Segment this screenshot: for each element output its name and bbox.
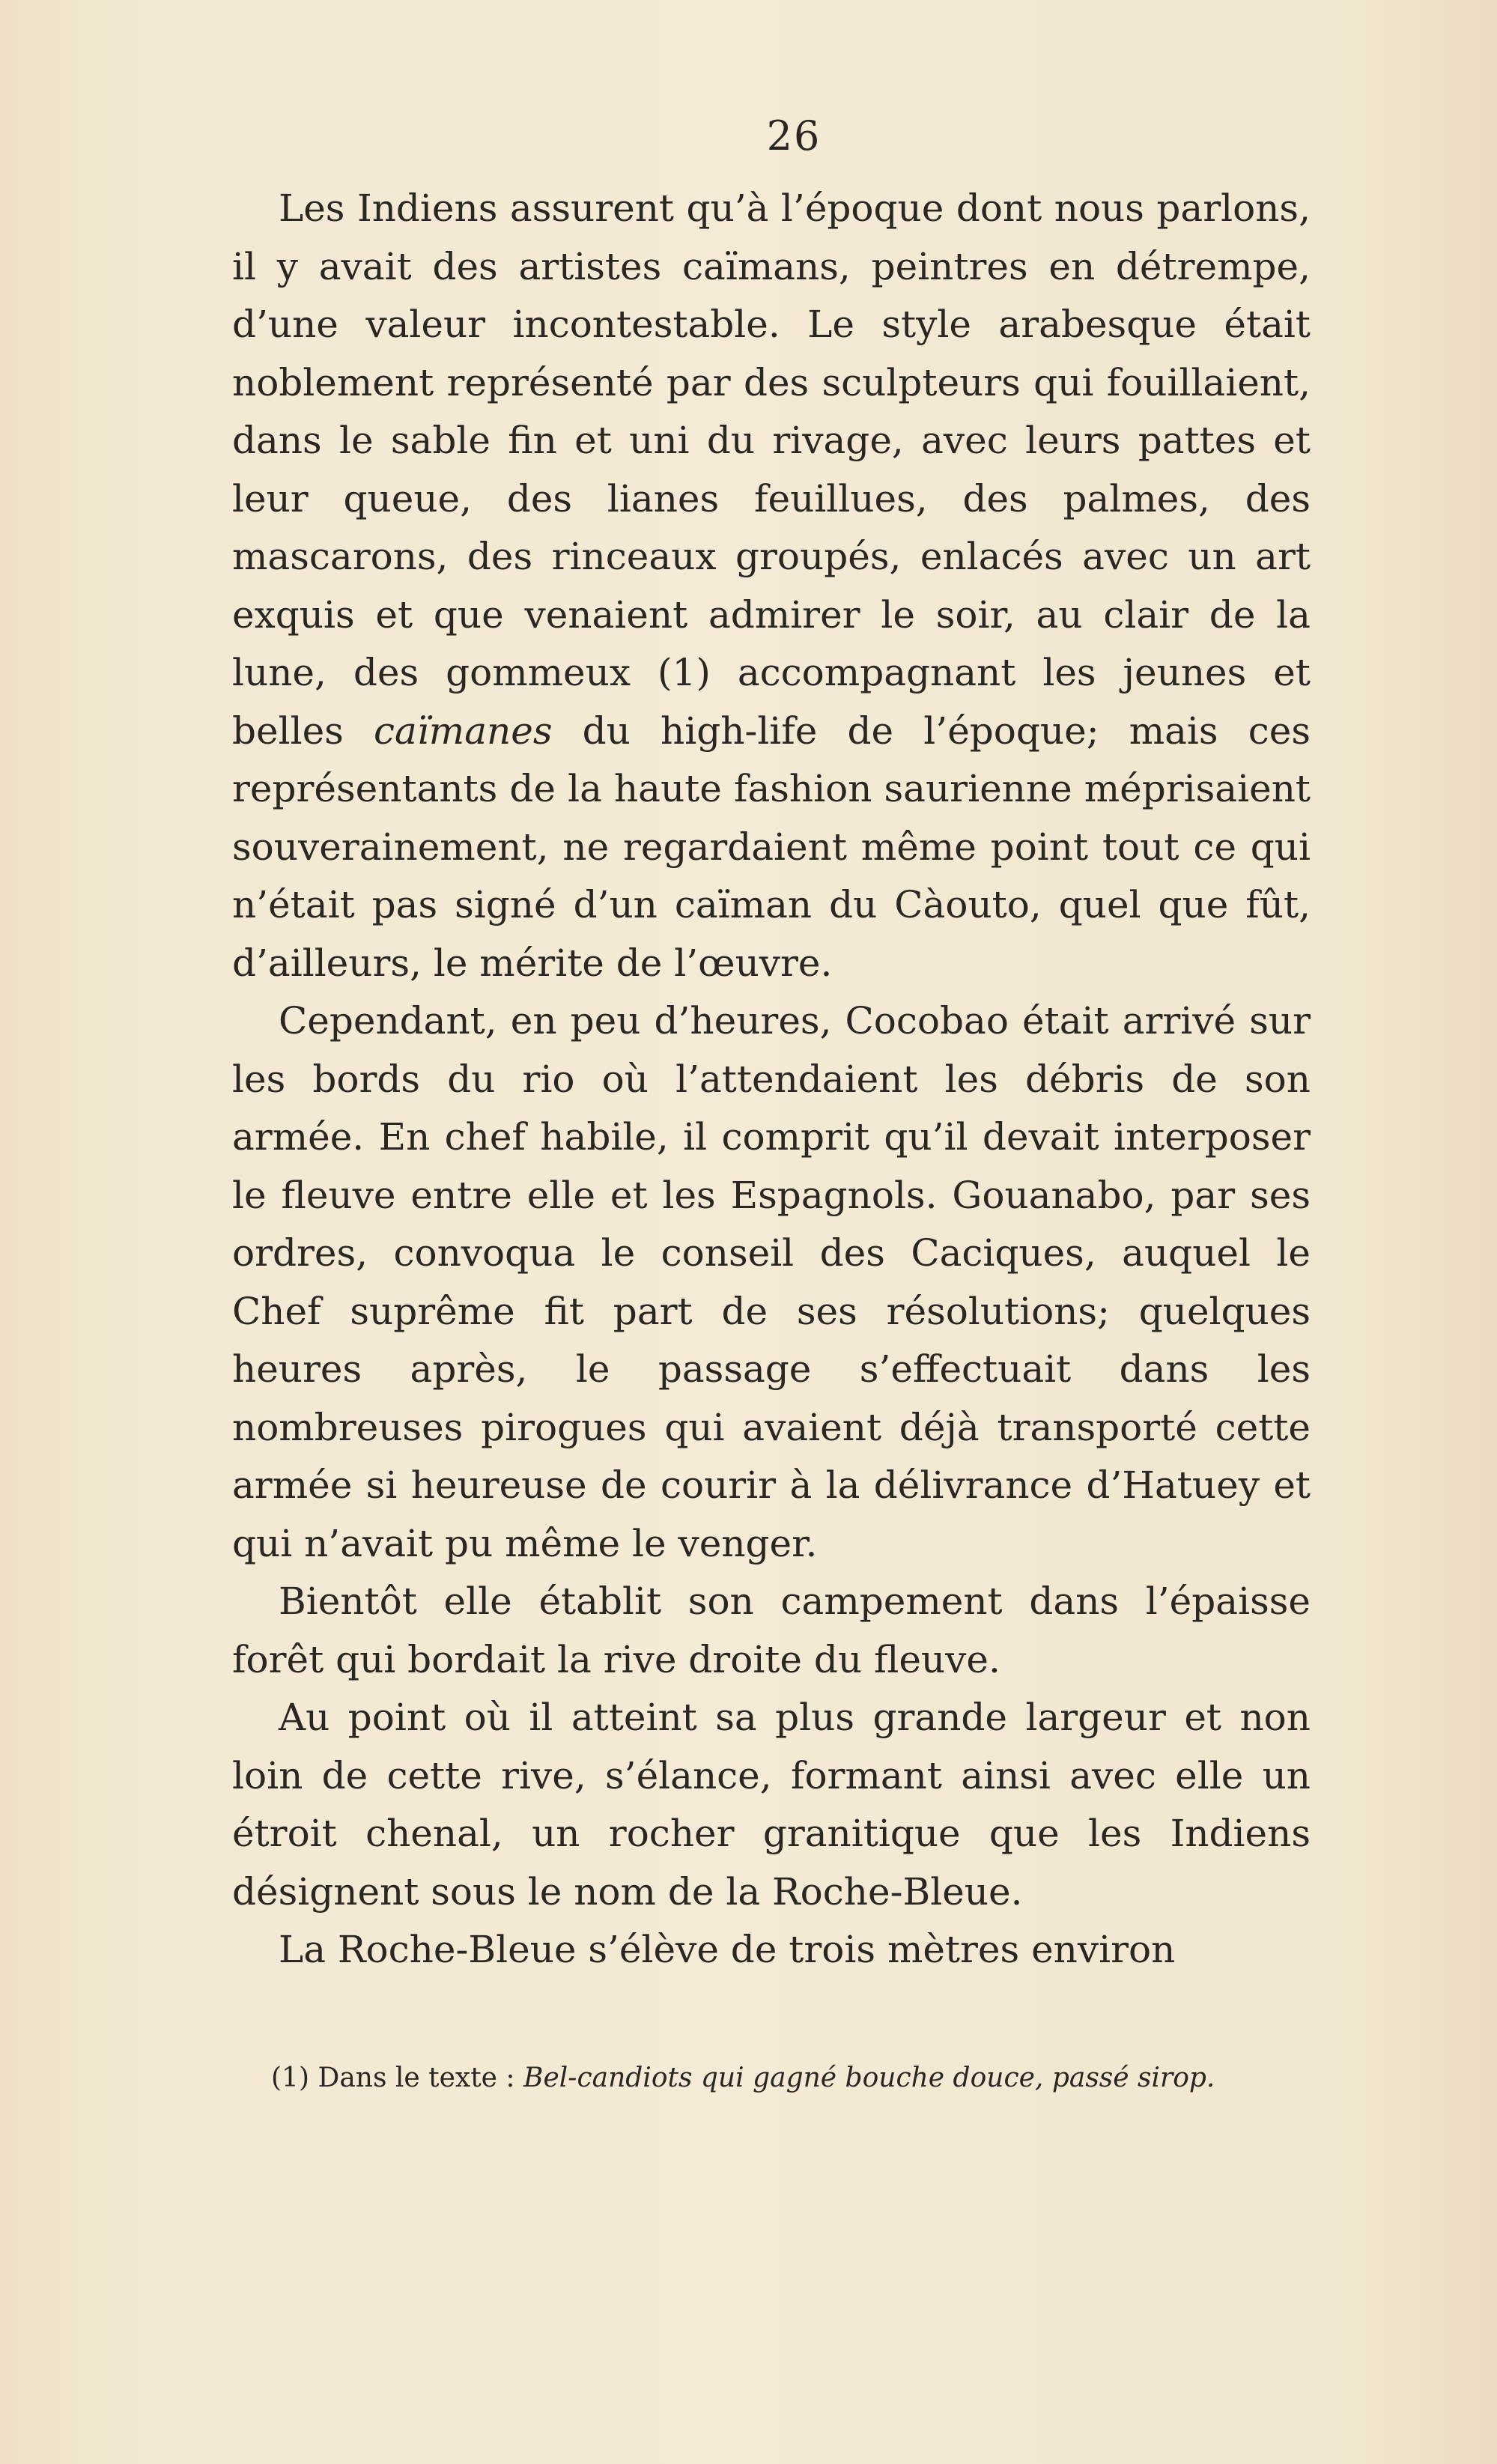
footnote-reference: (1) (658, 651, 711, 694)
paragraph-3: Bientôt elle établit son campement dans l’épaisse forêt qui bordait la rive droite du fleuve. (232, 1580, 1311, 1681)
footnote-marker: (1) (271, 2063, 309, 2093)
paragraph-1-text: Les Indiens assurent qu’à l’époque dont nous parlons, il y avait des artistes caïmans, peintres en détrempe, d’une valeur incontestable. Le style arabesque était noblement représenté par des sculpteurs qui fouillaient, dans le sable fin et uni du rivage, avec leurs pattes et leur queue, des lianes feuillues, des palmes, des mascarons, des rinceaux groupés, enlacés avec un art exquis et que venaient admirer le soir, au clair de la lune, des gommeux (232, 186, 1311, 694)
paragraph-1-text-cont: accompagnant les jeunes et belles (232, 651, 1311, 753)
footnote-label: Dans le texte : (318, 2063, 524, 2093)
footnote (271, 2060, 1320, 2097)
footnote-quote: Bel-candiots qui gagné bouche douce, passé sirop. (523, 2063, 1215, 2093)
page-number: 26 (766, 112, 822, 160)
italic-term: caïmanes (374, 708, 553, 753)
paragraph-4: Au point où il atteint sa plus grande largeur et non loin de cette rive, s’élance, formant ainsi avec elle un étroit chenal, un rocher granitique que les Indiens désignent sous le nom de la Roche-Bleue. (232, 1696, 1311, 1914)
body-text (232, 180, 1311, 1979)
paragraph-1-text-end: du high-life de l’époque; mais ces représentants de la haute fashion saurienne méprisaient souverainement, ne regardaient même point tout ce qui n’était pas signé d’un caïman du Càouto, quel que fût, d’ailleurs, le mérite de l’œuvre. (232, 708, 1311, 985)
paragraph-2: Cependant, en peu d’heures, Cocobao était arrivé sur les bords du rio où l’attendaient les débris de son armée. En chef habile, il comprit qu’il devait interposer le fleuve entre elle et les Espagnols. Gouanabo, par ses ordres, convoqua le conseil des Caciques, auquel le Chef suprême fit part de ses résolutions; quelques heures après, le passage s’effectuait dans les nombreuses pirogues qui avaient déjà transporté cette armée si heureuse de courir à la délivrance d’Hatuey et qui n’avait pu même le venger. (232, 999, 1311, 1565)
paragraph-1 (232, 180, 1311, 992)
paragraph-5: La Roche-Bleue s’élève de trois mètres environ (279, 1928, 1176, 1971)
